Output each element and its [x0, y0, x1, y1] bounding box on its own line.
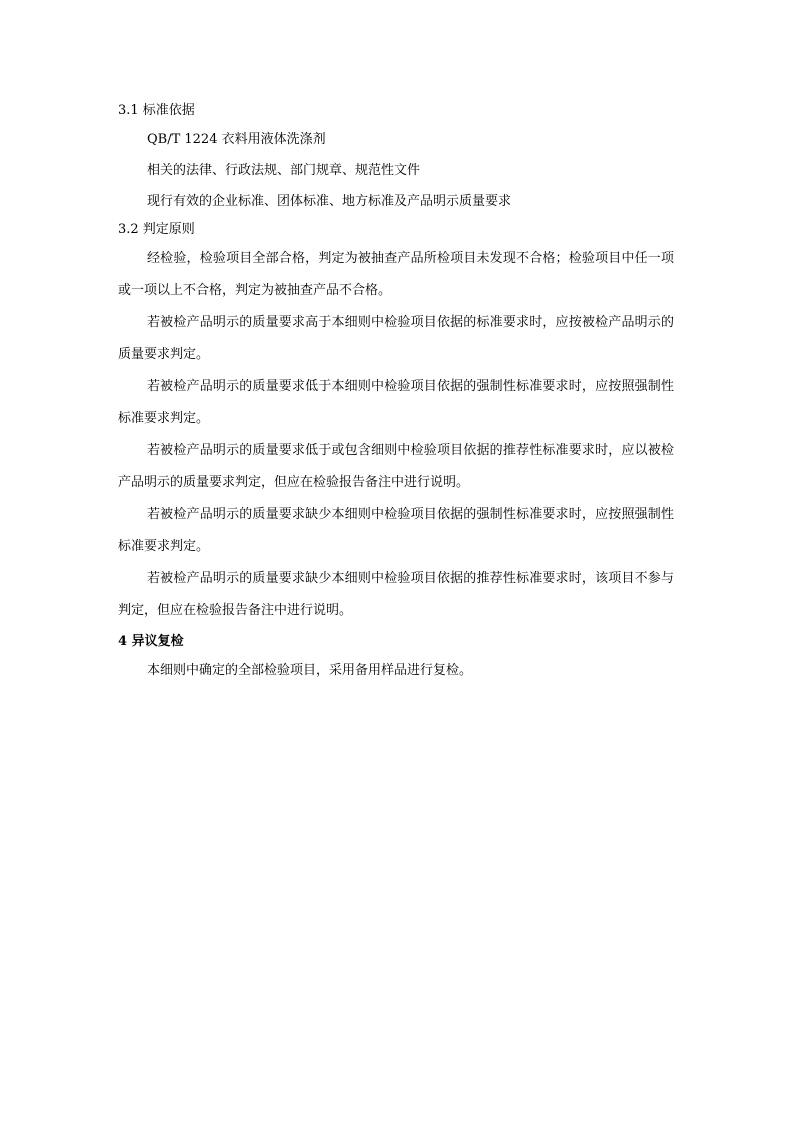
judgement-paragraph-6: 若被检产品明示的质量要求缺少本细则中检验项目依据的推荐性标准要求时，该项目不参与判定，但应在检验报告备注中进行说明。 [118, 571, 674, 618]
section-3-2-heading: 3.2 判定原则 [118, 222, 195, 237]
judgement-paragraph-1: 经检验，检验项目全部合格，判定为被抽查产品所检项目未发现不合格；检验项目中任一项或一项以上不合格，判定为被抽查产品不合格。 [118, 251, 674, 298]
judgement-paragraph-3: 若被检产品明示的质量要求低于本细则中检验项目依据的强制性标准要求时，应按照强制性标准要求判定。 [118, 379, 674, 426]
standard-item-2: 相关的法律、行政法规、部门规章、规范性文件 [147, 163, 421, 178]
recheck-paragraph: 本细则中确定的全部检验项目，采用备用样品进行复检。 [147, 663, 473, 678]
judgement-paragraph-4: 若被检产品明示的质量要求低于或包含细则中检验项目依据的推荐性标准要求时，应以被检产品明示的质量要求判定，但应在检验报告备注中进行说明。 [118, 443, 674, 490]
judgement-paragraph-5: 若被检产品明示的质量要求缺少本细则中检验项目依据的强制性标准要求时，应按照强制性标准要求判定。 [118, 507, 674, 554]
section-3-1-heading: 3.1 标准依据 [118, 103, 195, 118]
judgement-paragraph-2: 若被检产品明示的质量要求高于本细则中检验项目依据的标准要求时，应按被检产品明示的质量要求判定。 [118, 315, 674, 362]
standard-item-3: 现行有效的企业标准、团体标准、地方标准及产品明示质量要求 [147, 194, 512, 209]
section-4-heading: 4 异议复检 [118, 634, 184, 649]
document-page [118, 98, 674, 687]
standard-item-1: QB/T 1224 衣料用液体洗涤剂 [147, 132, 326, 147]
